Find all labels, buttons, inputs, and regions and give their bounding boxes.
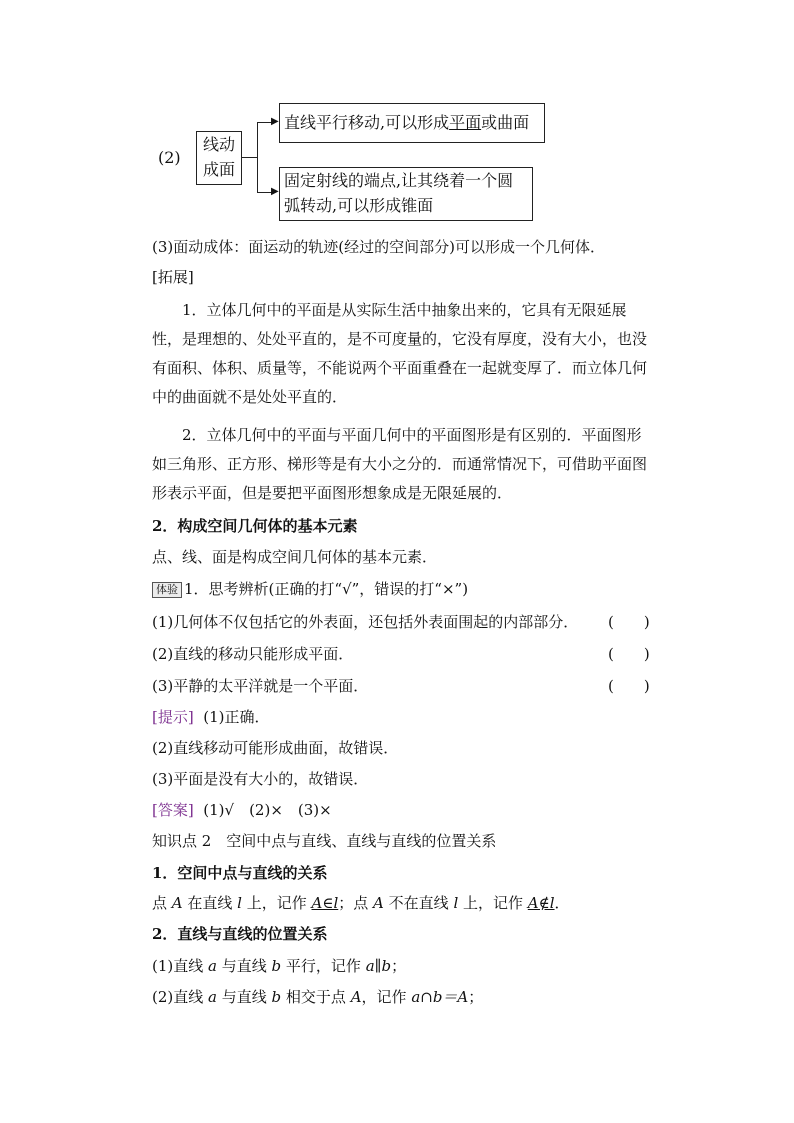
experience-tag: 体验	[152, 582, 182, 598]
root-box	[196, 131, 242, 185]
branch-top-box	[279, 103, 545, 143]
branch-bottom-box	[279, 167, 533, 221]
expand-paragraph-1-text: 1．立体几何中的平面是从实际生活中抽象出来的，它具有无限延展性，是理想的、处处平直的，是不可度量的，它没有厚度，没有大小，也没有面积、体积、质量等，不能说两个平面重叠在一起就变厚了．而立体几何中的曲面就不是处处平直的．	[152, 301, 648, 406]
hint-text-1: (1)正确．	[203, 708, 270, 726]
answer-blank-3: ( )	[608, 677, 650, 695]
expand-paragraph-2-text: 2．立体几何中的平面与平面几何中的平面图形是有区别的．平面图形如三角形、正方形、梯形等是有大小之分的．而通常情况下，可借助平面图形表示平面，但是要把平面图形想象成是无限延展的．	[152, 426, 648, 502]
answer-text: (1)√ (2)× (3)×	[203, 801, 332, 819]
connector-stem	[241, 157, 257, 158]
question-1: (1)几何体不仅包括它的外表面，还包括外表面围起的内部部分．	[152, 613, 579, 631]
root-line-2: 成面	[202, 160, 235, 179]
connector-vertical	[257, 122, 258, 193]
answer-blank-2: ( )	[608, 645, 650, 663]
kp2-subheading-2: 2．直线与直线的位置关系	[152, 925, 328, 943]
hint-line-2: (2)直线移动可能形成曲面，故错误．	[152, 739, 399, 757]
hint-line-1	[152, 706, 270, 727]
branch-top-text: 直线平行移动,可以形成	[284, 113, 450, 132]
knowledge-point-2-heading: 知识点 2 空间中点与直线、直线与直线的位置关系	[152, 832, 497, 850]
kp2-subheading-1: 1．空间中点与直线的关系	[152, 864, 328, 882]
answer-line	[152, 799, 332, 820]
expand-paragraph-2	[152, 421, 652, 508]
item-3: (3)面动成体：面运动的轨迹(经过的空间部分)可以形成一个几何体．	[152, 238, 605, 256]
section-2-text: 点、线、面是构成空间几何体的基本元素．	[152, 548, 438, 566]
hint-label: [提示]	[152, 708, 194, 726]
question-2: (2)直线的移动只能形成平面．	[152, 645, 354, 663]
kp2-parallel-line: (1)直线 a 与直线 b 平行，记作 a∥b；	[152, 957, 407, 975]
experience-intro	[152, 578, 468, 599]
experience-intro-text: 1．思考辨析(正确的打“√”，错误的打“×”)	[184, 580, 469, 598]
notation-in: A∈l	[311, 894, 339, 912]
section-2-heading: 2．构成空间几何体的基本元素	[152, 517, 358, 535]
kp2-intersect-line: (2)直线 a 与直线 b 相交于点 A，记作 a∩b＝A；	[152, 988, 484, 1006]
arrow-bottom-icon: ▶	[271, 186, 279, 197]
branch-bottom-line-1: 固定射线的端点,让其绕着一个圆	[284, 171, 514, 190]
answer-blank-1: ( )	[608, 613, 650, 631]
hint-line-3: (3)平面是没有大小的，故错误．	[152, 770, 369, 788]
notation-intersect: a∩b＝A	[411, 988, 469, 1006]
answer-label: [答案]	[152, 801, 194, 819]
diagram-label: (2)	[158, 148, 181, 167]
kp2-point-line-relation: 点 A 在直线 l 上，记作 A∈l；点 A 不在直线 l 上，记作 A∉l．	[152, 894, 570, 912]
notation-not-in: A∉l	[527, 894, 555, 912]
question-3: (3)平静的太平洋就是一个平面．	[152, 677, 369, 695]
notation-parallel: a∥b	[365, 957, 392, 975]
expand-heading: [拓展]	[152, 268, 194, 286]
expand-paragraph-1	[152, 296, 652, 412]
arrow-top-icon: ▶	[271, 116, 279, 127]
branch-bottom-line-2: 弧转动,可以形成锥面	[284, 196, 434, 215]
branch-top-text-end: 或曲面	[481, 113, 530, 132]
root-line-1: 线动	[202, 135, 235, 154]
branch-top-underlined: 平面	[449, 113, 482, 132]
